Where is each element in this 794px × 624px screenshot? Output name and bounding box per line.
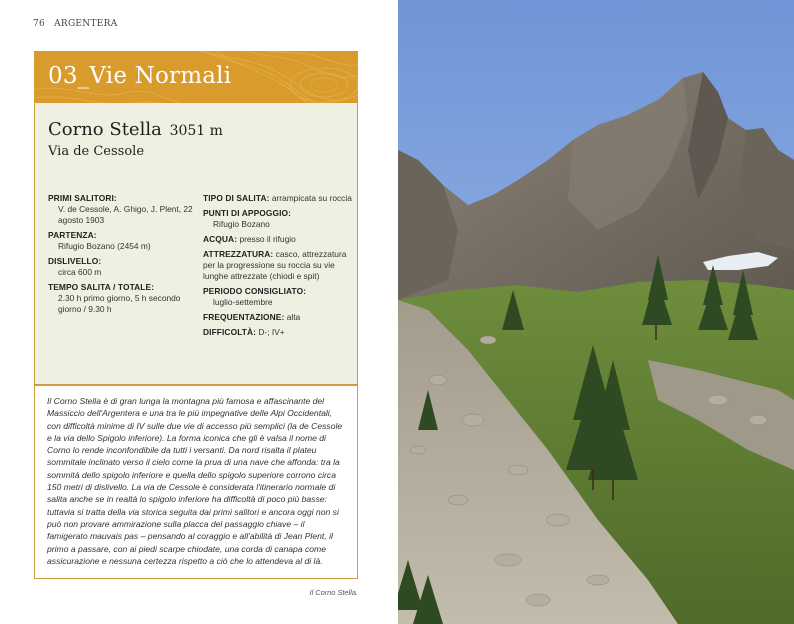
field-value: presso il rifugio: [239, 234, 296, 244]
description-text: Il Corno Stella è di gran lunga la montagna più famosa e affascinante del Massiccio dell'Argentera e una tra le più impegnative delle Alpi Occidentali, con difficoltà minime di IV sulle due vie di accesso più semplici (la de Cessole e la via dello Spigolo inferiore). La forma iconica che gli è valsa il nome di Corno lo rende inconfondibile da tutti i versanti. Da nord risalta il plateu sommitale inclinato verso il cielo come la prua di una nave che affonda: tra la sommità dello spigolo inferiore e quella dello spigolo superiore corrono circa 150 metri di dislivello. La via de Cessole è considerata l'itinerario normale di salita anche se in realtà lo spigolo inferiore ha difficoltà di poco più basse: tuttavia si tratta della via storica seguita dai primi salitori e ancora oggi non si può non provare ammirazione sulla placca del passaggio chiave – il famigerato mauvais pas – pensando al coraggio e all'abilità di Jean Plent, il primo a passare, con ai piedi scarpe chiodate, una corda di canapa come assicurazione e nessuna certezza rispetto a ciò che lo attendeva al di là.: [34, 385, 358, 579]
field-value: casco, attrezzatura per la progressione su roccia su vie lunghe attrezzate (chiodi e spit): [203, 249, 347, 281]
field-label: PARTENZA:: [48, 230, 97, 240]
info-column-right: [203, 193, 353, 342]
info-field: [203, 286, 353, 308]
info-field: [203, 193, 353, 204]
info-box: [34, 103, 358, 385]
mountain-photo: [398, 0, 794, 624]
info-column-left: [48, 193, 200, 319]
field-label: TIPO DI SALITA:: [203, 193, 270, 203]
field-value: arrampicata su roccia: [271, 193, 352, 203]
peak-title: [48, 119, 223, 140]
info-field: [203, 327, 353, 338]
peak-name: Corno Stella: [48, 119, 162, 140]
banner-title: 03_Vie Normali: [48, 63, 232, 89]
section-banner: [34, 51, 358, 103]
field-label: PRIMI SALITORI:: [48, 193, 117, 203]
mountain-illustration: [398, 0, 794, 624]
field-value: Rifugio Bozano: [213, 219, 270, 229]
field-label: DIFFICOLTÀ:: [203, 327, 257, 337]
field-label: DISLIVELLO:: [48, 256, 102, 266]
info-field: [48, 230, 200, 252]
field-value: Rifugio Bozano (2454 m): [58, 241, 151, 251]
route-name: Via de Cessole: [48, 144, 145, 159]
field-label: ACQUA:: [203, 234, 238, 244]
field-label: ATTREZZATURA:: [203, 249, 274, 259]
field-label: TEMPO SALITA / TOTALE:: [48, 282, 155, 292]
info-field: [48, 193, 200, 226]
photo-caption: Il Corno Stella.: [309, 588, 358, 597]
field-value: circa 600 m: [58, 267, 102, 277]
page-number: 76: [33, 19, 46, 29]
section-name: ARGENTERA: [54, 19, 118, 29]
field-value: alta: [286, 312, 301, 322]
info-field: [203, 312, 353, 323]
peak-altitude: 3051 m: [169, 123, 223, 139]
info-field: [48, 256, 200, 278]
info-field: [203, 234, 353, 245]
info-field: [203, 208, 353, 230]
field-value: D-; IV+: [258, 327, 285, 337]
field-value: luglio-settembre: [213, 297, 273, 307]
info-field: [203, 249, 353, 282]
field-value: 2.30 h primo giorno, 5 h secondo giorno / 9.30 h: [58, 293, 181, 314]
field-label: FREQUENTAZIONE:: [203, 312, 285, 322]
running-head: [33, 19, 118, 29]
field-label: PERIODO CONSIGLIATO:: [203, 286, 307, 296]
field-value: V. de Cessole, A. Ghigo, J. Plent, 22 agosto 1903: [58, 204, 193, 225]
info-field: [48, 282, 200, 315]
field-label: PUNTI DI APPOGGIO:: [203, 208, 292, 218]
